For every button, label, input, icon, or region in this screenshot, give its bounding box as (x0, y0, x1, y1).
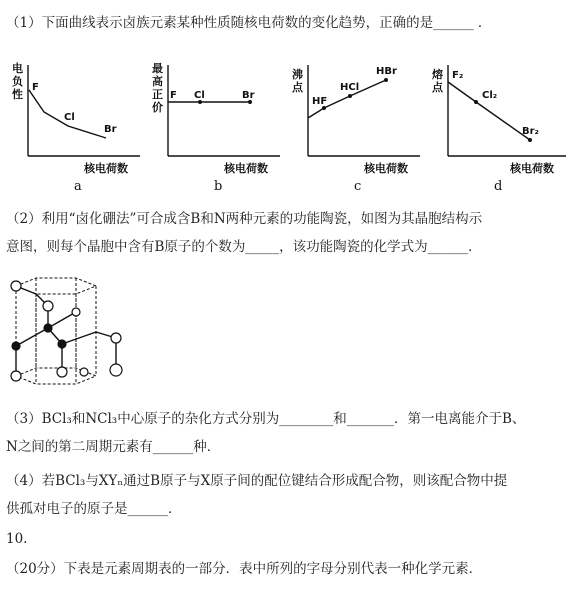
chart-a (6, 60, 146, 195)
chart-c (286, 60, 426, 195)
chart-a-ylabel-2: 负 (12, 75, 23, 88)
chart-a-ylabel-1: 电 (12, 62, 23, 75)
crystal-cell-diagram (6, 272, 136, 394)
chart-a-xlabel: 核电荷数 (84, 162, 128, 175)
chart-b-point-f: F (170, 90, 177, 101)
chart-b-point-br: Br (242, 90, 255, 101)
chart-c-marker-hbr (384, 78, 388, 82)
chart-a-point-br: Br (104, 124, 117, 135)
chart-b-xlabel: 核电荷数 (224, 162, 268, 175)
question-2-line-2: 意图，则每个晶胞中含有B原子的个数为_____，该功能陶瓷的化学式为______． (6, 239, 482, 255)
chart-d-label: d (494, 179, 503, 194)
chart-d (426, 60, 576, 195)
question-10-text: （20分）下表是元素周期表的一部分．表中所列的字母分别代表一种化学元素． (6, 561, 483, 577)
chart-c-point-hbr: HBr (376, 66, 397, 77)
chart-d-ylabel-2: 点 (432, 81, 443, 94)
chart-c-point-hcl: HCl (340, 82, 360, 93)
chart-a-point-f: F (32, 82, 39, 93)
cell-bonds (16, 286, 116, 376)
chart-d-marker-cl2 (474, 100, 478, 104)
chart-d-ylabel-1: 熔 (432, 68, 443, 81)
chart-d-marker-br2 (528, 138, 532, 142)
chart-b-ylabel-4: 价 (152, 101, 163, 114)
cell-atoms (11, 281, 122, 381)
chart-b-point-cl: Cl (194, 90, 205, 101)
question-1-text: （1）下面曲线表示卤族元素某种性质随核电荷数的变化趋势，正确的是______ ． (6, 15, 492, 31)
chart-a-label: a (74, 179, 82, 194)
chart-b-ylabel-3: 正 (152, 88, 163, 101)
chart-b (146, 60, 286, 195)
chart-c-ylabel-2: 点 (292, 81, 303, 94)
chart-c-xlabel: 核电荷数 (364, 162, 408, 175)
chart-b-ylabel-1: 最 (152, 62, 163, 75)
question-2-line-1: （2）利用“卤化硼法”可合成含B和N两种元素的功能陶瓷，如图为其晶胞结构示 (6, 211, 483, 227)
chart-c-ylabel-1: 沸 (292, 68, 303, 81)
chart-d-point-br2: Br₂ (522, 126, 539, 137)
chart-a-point-cl: Cl (64, 112, 75, 123)
chart-d-point-cl2: Cl₂ (482, 90, 498, 101)
question-4-line-1: （4）若BCl₃与XYₙ通过B原子与X原子间的配位键结合形成配合物，则该配合物中提 (6, 473, 508, 489)
question-3-line-2: N之间的第二周期元素有______种． (6, 439, 221, 455)
chart-c-marker-hcl (348, 94, 352, 98)
chart-d-point-f2: F₂ (452, 70, 464, 81)
chart-c-point-hf: HF (312, 96, 328, 107)
question-4-line-2: 供孤对电子的原子是______． (6, 501, 182, 517)
chart-c-label: c (354, 179, 362, 194)
question-3-line-1: （3）BCl₃和NCl₃中心原子的杂化方式分别为________和_______．第一电离能介于B、 (6, 411, 526, 427)
chart-b-ylabel-2: 高 (152, 75, 163, 88)
chart-a-ylabel-3: 性 (12, 88, 23, 101)
question-10-number: 10. (6, 531, 28, 547)
chart-b-label: b (214, 179, 223, 194)
chart-d-xlabel: 核电荷数 (510, 162, 554, 175)
